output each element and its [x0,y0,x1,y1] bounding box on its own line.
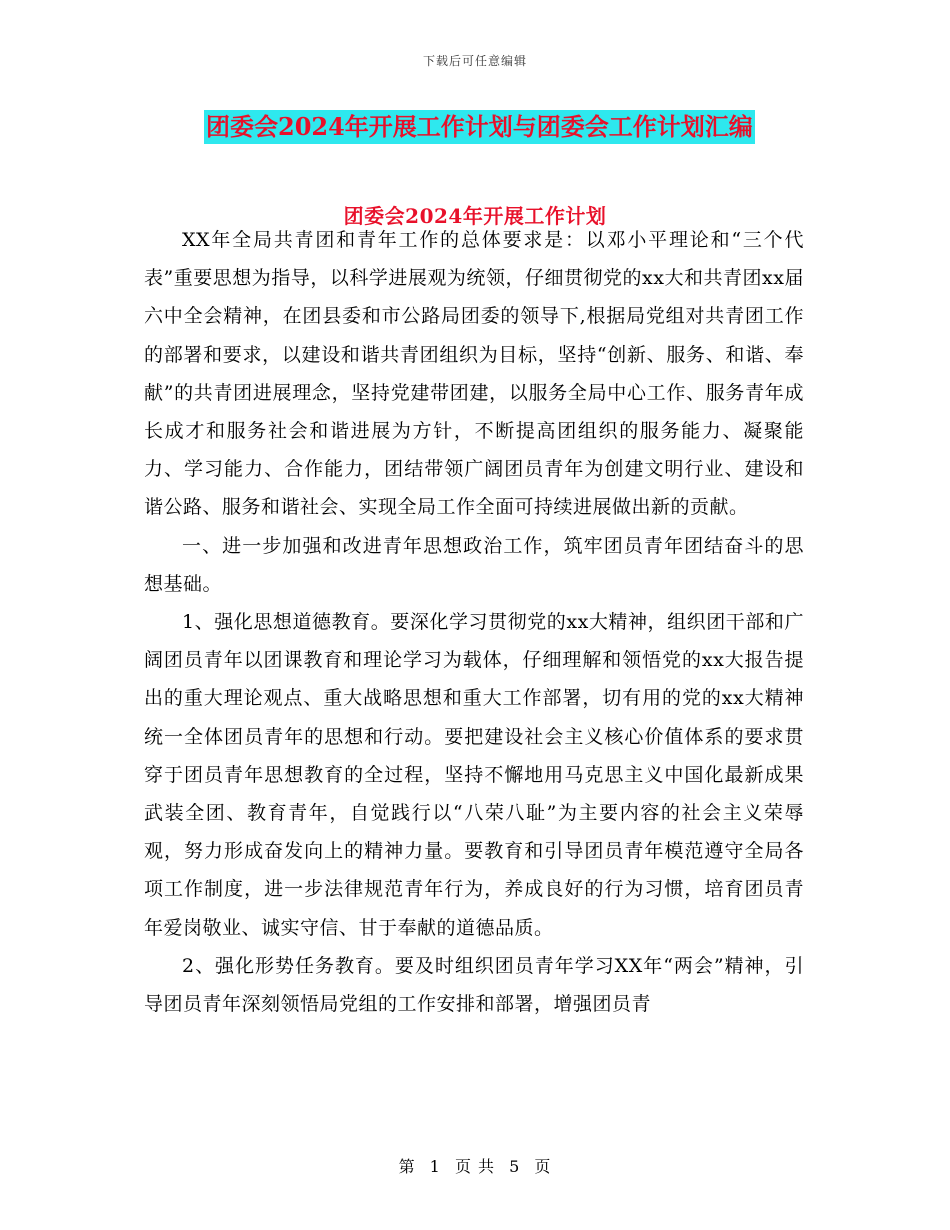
paragraph-heading-1: 一、进一步加强和改进青年思想政治工作，筑牢团员青年团结奋斗的思想基础。 [144,534,804,595]
section-title: 团委会2024年开展工作计划 [343,204,607,228]
document-title: 团委会2024年开展工作计划与团委会工作计划汇编 [204,110,755,144]
footer-suffix: 页 [534,1157,552,1176]
page-total: 5 [509,1157,521,1176]
footer-prefix: 第 [398,1157,416,1176]
page-footer [0,1154,950,1177]
page-number: 1 [429,1157,441,1176]
body-text [144,221,804,1023]
paragraph-overview: XX年全局共青团和青年工作的总体要求是：以邓小平理论和“三个代表”重要思想为指导，以科学进展观为统领，仔细贯彻党的xx大和共青团xx届六中全会精神，在团县委和市公路局团委的领导下,根据局党组对共青团工作的部署和要求，以建设和谐共青团组织为目标，坚持“创新、服务、和谐、奉献”的共青团进展理念，坚持党建带团建，以服务全局中心工作、服务青年成长成才和服务社会和谐进展为方针，不断提高团组织的服务能力、凝聚能力、学习能力、合作能力，团结带领广阔团员青年为创建文明行业、建设和谐公路、服务和谐社会、实现全局工作全面可持续进展做出新的贡献。 [144,229,804,519]
header-note: 下载后可任意编辑 [422,54,527,68]
paragraph-item-2: 2、强化形势任务教育。要及时组织团员青年学习XX年“两会”精神，引导团员青年深刻领悟局党组的工作安排和部署，增强团员青 [144,954,804,1016]
footer-mid: 页 共 [454,1157,496,1176]
paragraph-item-1: 1、强化思想道德教育。要深化学习贯彻党的xx大精神，组织团干部和广阔团员青年以团课教育和理论学习为载体，仔细理解和领悟党的xx大报告提出的重大理论观点、重大战略思想和重大工作部署，切有用的党的xx大精神统一全体团员青年的思想和行动。要把建设社会主义核心价值体系的要求贯穿于团员青年思想教育的全过程，坚持不懈地用马克思主义中国化最新成果武装全团、教育青年，自觉践行以“八荣八耻”为主要内容的社会主义荣辱观，努力形成奋发向上的精神力量。要教育和引导团员青年模范遵守全局各项工作制度，进一步法律规范青年行为，养成良好的行为习惯，培育团员青年爱岗敬业、诚实守信、甘于奉献的道德品质。 [144,611,804,939]
